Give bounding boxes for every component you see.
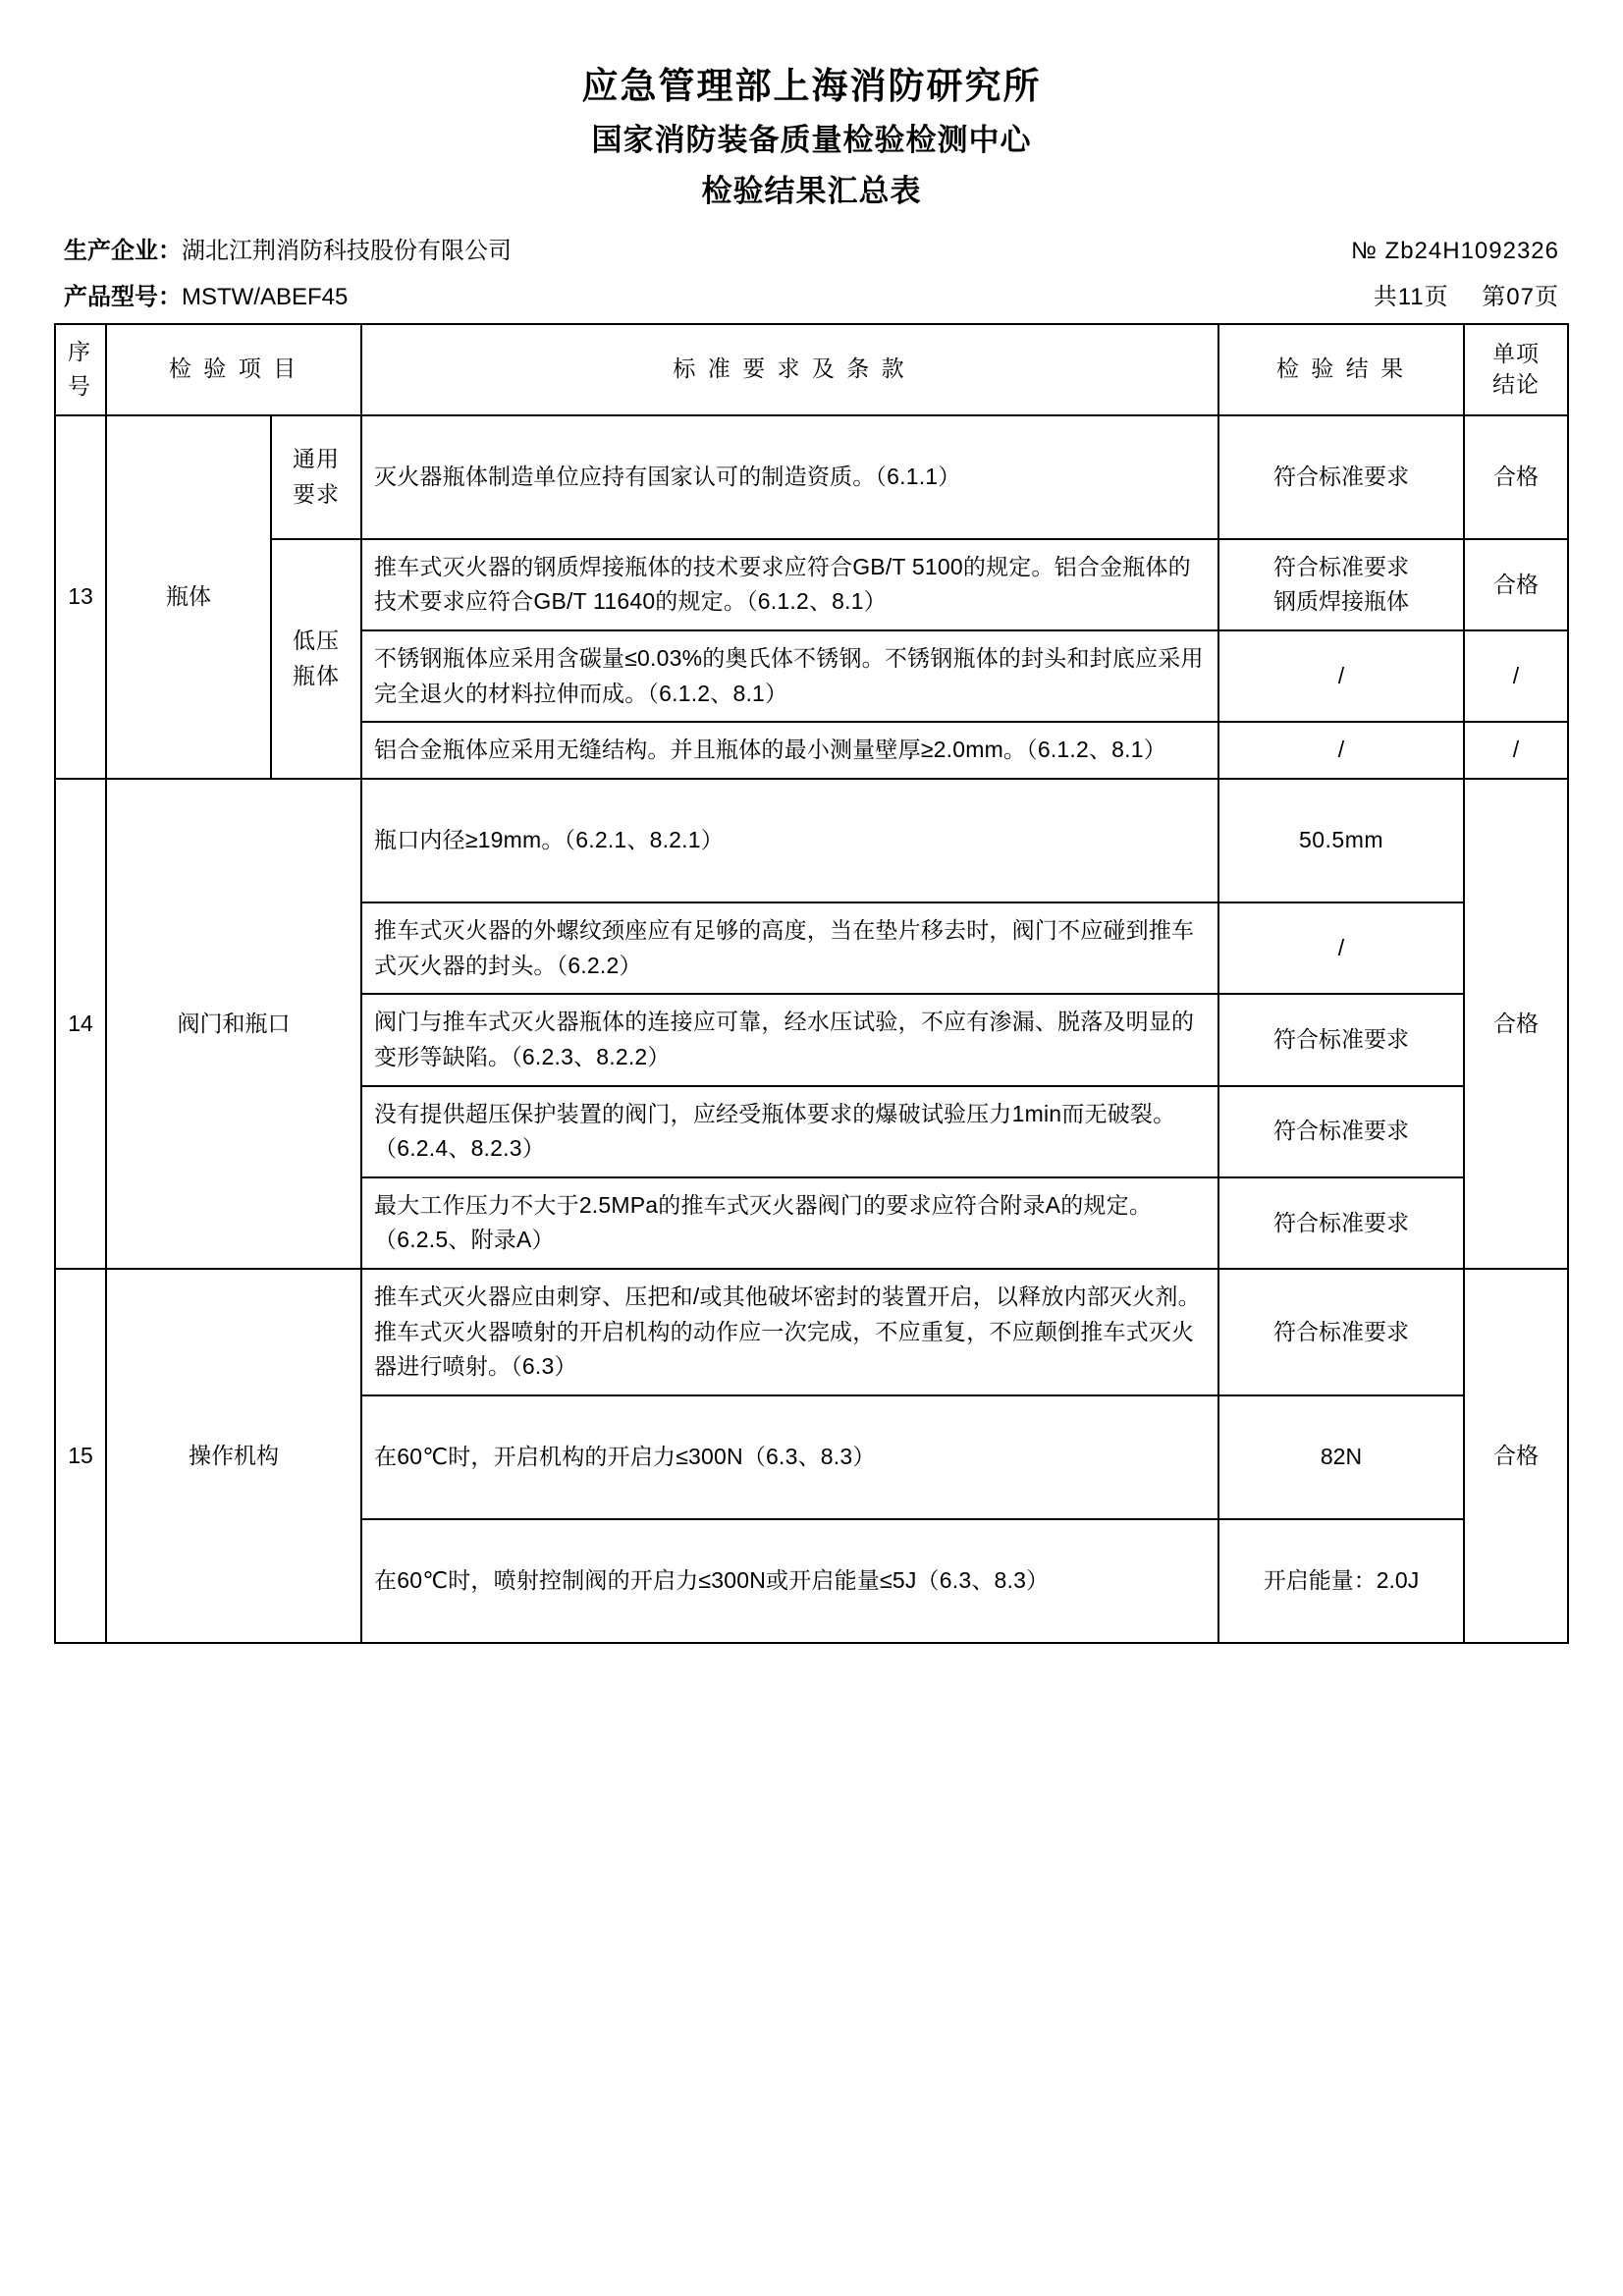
manufacturer-value: 湖北江荆消防科技股份有限公司 xyxy=(182,237,512,264)
conclusion-text: / xyxy=(1464,722,1568,779)
page-info xyxy=(1348,277,1559,311)
report-number-label: № xyxy=(1351,237,1378,264)
conclusion-text: 合格 xyxy=(1464,1269,1568,1643)
result-text: 82N xyxy=(1218,1395,1464,1519)
conclusion-text: / xyxy=(1464,630,1568,722)
conclusion-text: 合格 xyxy=(1464,779,1568,1269)
row-seq-13: 13 xyxy=(55,415,106,779)
column-header-conclusion xyxy=(1464,324,1568,415)
row-seq-15: 15 xyxy=(55,1269,106,1643)
model-value: MSTW/ABEF45 xyxy=(182,283,349,310)
org-name-line1: 应急管理部上海消防研究所 xyxy=(581,66,1042,106)
requirement-text: 推车式灭火器的外螺纹颈座应有足够的高度，当在垫片移去时，阀门不应碰到推车式灭火器的封头。（6.2.2） xyxy=(361,902,1218,994)
sub-label-low-pressure-vessel xyxy=(271,539,361,779)
document-title: 检验结果汇总表 xyxy=(701,174,922,208)
result-text xyxy=(1218,539,1464,630)
sub-label-general-requirement xyxy=(271,415,361,539)
row-item-15: 操作机构 xyxy=(106,1269,361,1643)
conclusion-text: 合格 xyxy=(1464,539,1568,630)
current-page: 第07页 xyxy=(1482,283,1559,310)
result-text: 符合标准要求 xyxy=(1218,1177,1464,1269)
result-text: 符合标准要求 xyxy=(1218,415,1464,539)
column-header-result: 检 验 结 果 xyxy=(1218,324,1464,415)
sub-label-line2: 要求 xyxy=(293,480,340,507)
result-text: 符合标准要求 xyxy=(1218,1086,1464,1177)
table-row xyxy=(55,779,1568,902)
requirement-text: 推车式灭火器的钢质焊接瓶体的技术要求应符合GB/T 5100的规定。铝合金瓶体的技术要求应符合GB/T 11640的规定。（6.1.2、8.1） xyxy=(361,539,1218,630)
requirement-text: 瓶口内径≥19mm。（6.2.1、8.2.1） xyxy=(361,779,1218,902)
requirement-text: 不锈钢瓶体应采用含碳量≤0.03%的奥氏体不锈钢。不锈钢瓶体的封头和封底应采用完全退火的材料拉伸而成。（6.1.2、8.1） xyxy=(361,630,1218,722)
org-name-line2: 国家消防装备质量检验检测中心 xyxy=(591,122,1032,157)
result-line1: 符合标准要求 xyxy=(1273,553,1409,579)
result-text: / xyxy=(1218,902,1464,994)
row-item-13: 瓶体 xyxy=(106,415,271,779)
report-number-value: Zb24H1092326 xyxy=(1384,237,1559,264)
column-header-conclusion-line1: 单项 xyxy=(1492,341,1540,367)
requirement-text: 推车式灭火器应由刺穿、压把和/或其他破坏密封的装置开启，以释放内部灭火剂。推车式灭火器喷射的开启机构的动作应一次完成，不应重复，不应颠倒推车式灭火器进行喷射。（6.3） xyxy=(361,1269,1218,1395)
table-body xyxy=(55,415,1568,1643)
requirement-text: 没有提供超压保护装置的阀门，应经受瓶体要求的爆破试验压力1min而无破裂。（6.2.4、8.2.3） xyxy=(361,1086,1218,1177)
result-text: 50.5mm xyxy=(1218,779,1464,902)
sub-label-line2: 瓶体 xyxy=(293,662,340,688)
result-text: / xyxy=(1218,630,1464,722)
column-header-requirement: 标 准 要 求 及 条 款 xyxy=(361,324,1218,415)
manufacturer-field xyxy=(64,231,512,265)
model-label: 产品型号： xyxy=(64,283,182,310)
table-header xyxy=(55,324,1568,415)
conclusion-text: 合格 xyxy=(1464,415,1568,539)
manufacturer-label: 生产企业： xyxy=(64,237,182,264)
result-text: 符合标准要求 xyxy=(1218,1269,1464,1395)
result-text: 符合标准要求 xyxy=(1218,994,1464,1085)
requirement-text: 灭火器瓶体制造单位应持有国家认可的制造资质。（6.1.1） xyxy=(361,415,1218,539)
row-seq-14: 14 xyxy=(55,779,106,1269)
table-row xyxy=(55,1269,1568,1395)
table-header-row xyxy=(55,324,1568,415)
document-meta xyxy=(54,231,1569,311)
requirement-text: 阀门与推车式灭火器瓶体的连接应可靠，经水压试验，不应有渗漏、脱落及明显的变形等缺陷。（6.2.3、8.2.2） xyxy=(361,994,1218,1085)
report-number-field xyxy=(1351,238,1559,265)
requirement-text: 在60℃时，开启机构的开启力≤300N（6.3、8.3） xyxy=(361,1395,1218,1519)
total-pages: 共11页 xyxy=(1373,283,1449,310)
result-text: 开启能量：2.0J xyxy=(1218,1519,1464,1643)
table-row xyxy=(55,539,1568,630)
column-header-conclusion-line2: 结论 xyxy=(1492,371,1540,398)
sub-label-line1: 通用 xyxy=(293,446,340,472)
sub-label-line1: 低压 xyxy=(293,628,340,654)
requirement-text: 在60℃时，喷射控制阀的开启力≤300N或开启能量≤5J（6.3、8.3） xyxy=(361,1519,1218,1643)
result-text: / xyxy=(1218,722,1464,779)
meta-row-model xyxy=(54,277,1569,311)
table-row xyxy=(55,415,1568,539)
requirement-text: 铝合金瓶体应采用无缝结构。并且瓶体的最小测量壁厚≥2.0mm。（6.1.2、8.1） xyxy=(361,722,1218,779)
column-header-seq: 序号 xyxy=(55,324,106,415)
meta-row-manufacturer xyxy=(54,231,1569,265)
column-header-item: 检 验 项 目 xyxy=(106,324,361,415)
document-header xyxy=(54,59,1569,215)
result-line2: 钢质焊接瓶体 xyxy=(1273,588,1409,615)
row-item-14: 阀门和瓶口 xyxy=(106,779,361,1269)
results-table xyxy=(54,323,1569,1645)
model-field xyxy=(64,277,348,311)
requirement-text: 最大工作压力不大于2.5MPa的推车式灭火器阀门的要求应符合附录A的规定。（6.2.5、附录A） xyxy=(361,1177,1218,1269)
